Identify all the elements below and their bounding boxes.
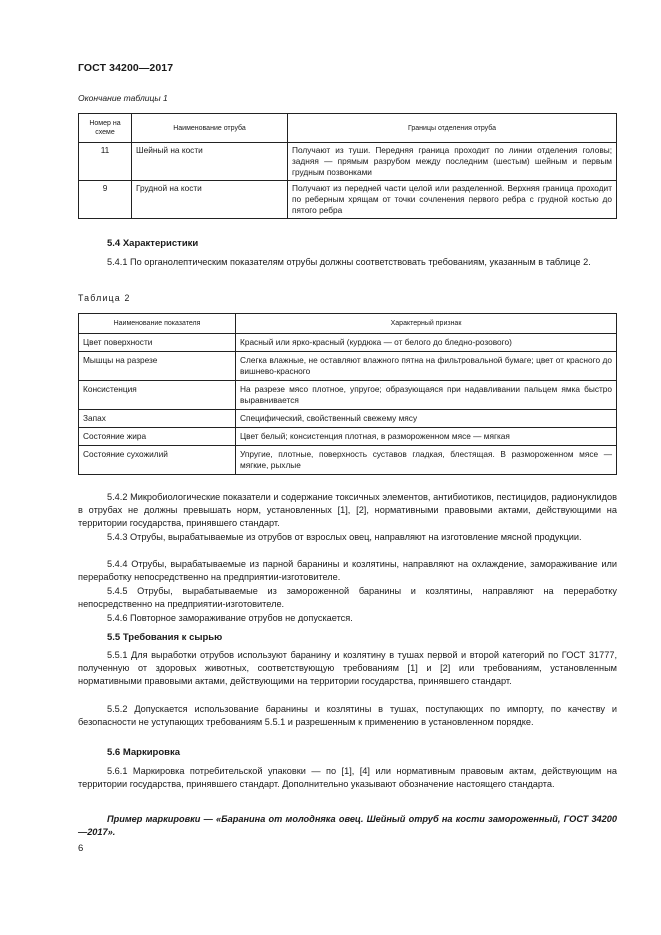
table-cell: Консистенция — [79, 381, 236, 410]
table-row — [79, 334, 617, 352]
table1-header-borders: Границы отделения отруба — [288, 114, 617, 143]
paragraph-5-5-2: 5.5.2 Допускается использование баранины и козлятины в тушах, поступающих по импорту, по качеству и безопасности не уступающих требованиям 5.5.1 и разрешенным к применению в установленном порядке. — [78, 704, 617, 727]
table-cell: Шейный на кости — [132, 143, 288, 181]
section-heading-5-5: 5.5 Требования к сырью — [107, 632, 223, 643]
table-cell: Запах — [79, 410, 236, 428]
section-heading-5-4: 5.4 Характеристики — [107, 238, 199, 249]
paragraph-5-5-1: 5.5.1 Для выработки отрубов используют баранину и козлятину в тушах первой и второй категорий по ГОСТ 31777, полученную от здоровых животных, соответствующую требованиям [1] и [2] или требованиям, установленным нормативными правовыми актами, действующими на территории государства, принявшего стандарт. — [78, 650, 617, 686]
table1-header-number: Номер на схеме — [79, 114, 132, 143]
table-cell: Состояние жира — [79, 428, 236, 446]
table2-header-indicator: Наименование показателя — [79, 314, 236, 334]
table-cell: Цвет поверхности — [79, 334, 236, 352]
table-row — [79, 410, 617, 428]
table-row — [79, 381, 617, 410]
section-heading-5-6: 5.6 Маркировка — [107, 747, 181, 758]
table-cell: Получают из передней части целой или разделенной. Верхняя граница проходит по реберным хрящам от точки сочленения первого ребра с грудной костью до пятого ребра — [288, 181, 617, 219]
table-cell: Красный или ярко-красный (курдюка — от белого до бледно-розового) — [236, 334, 617, 352]
table2-caption: Таблица 2 — [78, 293, 131, 303]
marking-example: Пример маркировки — «Баранина от молодняка овец. Шейный отруб на кости замороженный, ГОСТ 34200—2017». — [78, 814, 617, 837]
table2-header-row — [79, 314, 617, 334]
table1-caption: Окончание таблицы 1 — [78, 93, 168, 103]
table-cell: Специфический, свойственный свежему мясу — [236, 410, 617, 428]
table1-header-row — [79, 114, 617, 143]
table-cell: На разрезе мясо плотное, упругое; образующаяся при надавливании пальцем ямка быстро выравнивается — [236, 381, 617, 410]
table1-header-name: Наименование отруба — [132, 114, 288, 143]
table-row — [79, 352, 617, 381]
paragraph-5-6-1: 5.6.1 Маркировка потребительской упаковки — по [1], [4] или нормативным правовым актам, действующим на территории государства, принявшего стандарт. Дополнительно указывают обозначение настоящего стандарта. — [78, 766, 617, 789]
paragraph-5-4-2: 5.4.2 Микробиологические показатели и содержание токсичных элементов, антибиотиков, пестицидов, радионуклидов в отрубах не должны превышать норм, установленных [1], [2], нормативными правовыми актами, действующими на территории государства, принявшего стандарт. — [78, 492, 617, 528]
table2 — [78, 313, 617, 475]
paragraph-5-4-3: 5.4.3 Отрубы, вырабатываемые из отрубов от взрослых овец, направляют на изготовление мясной продукции. — [107, 532, 582, 542]
table-row — [79, 181, 617, 219]
table-row — [79, 446, 617, 475]
table-cell: Состояние сухожилий — [79, 446, 236, 475]
table-cell: Упругие, плотные, поверхность суставов гладкая, блестящая. В размороженном мясе — мягкие, рыхлые — [236, 446, 617, 475]
table-cell: 9 — [79, 181, 132, 219]
paragraph-5-4-1: 5.4.1 По органолептическим показателям отрубы должны соответствовать требованиям, указанным в таблице 2. — [107, 257, 591, 267]
table-cell: Мышцы на разрезе — [79, 352, 236, 381]
page-number: 6 — [78, 843, 84, 854]
paragraph-5-4-6: 5.4.6 Повторное замораживание отрубов не допускается. — [107, 613, 353, 623]
table-cell: 11 — [79, 143, 132, 181]
document-code-header: ГОСТ 34200—2017 — [78, 62, 174, 74]
table-cell: Цвет белый; консистенция плотная, в размороженном мясе — мягкая — [236, 428, 617, 446]
table-row — [79, 143, 617, 181]
table-row — [79, 428, 617, 446]
table-cell: Слегка влажные, не оставляют влажного пятна на фильтровальной бумаге; цвет от красного до вишнево-красного — [236, 352, 617, 381]
table2-header-feature: Характерный признак — [236, 314, 617, 334]
table1 — [78, 113, 617, 219]
paragraph-5-4-5: 5.4.5 Отрубы, вырабатываемые из замороженной баранины и козлятины, направляют на переработку непосредственно на предприятии-изготовителе. — [78, 586, 617, 609]
table-cell: Грудной на кости — [132, 181, 288, 219]
paragraph-5-4-4: 5.4.4 Отрубы, вырабатываемые из парной баранины и козлятины, направляют на охлаждение, замораживание или переработку непосредственно на предприятии-изготовителе. — [78, 559, 617, 582]
table-cell: Получают из туши. Передняя граница проходит по линии отделения головы; задняя — прямым разрубом между последним (шестым) шейным и первым грудным позвонками — [288, 143, 617, 181]
